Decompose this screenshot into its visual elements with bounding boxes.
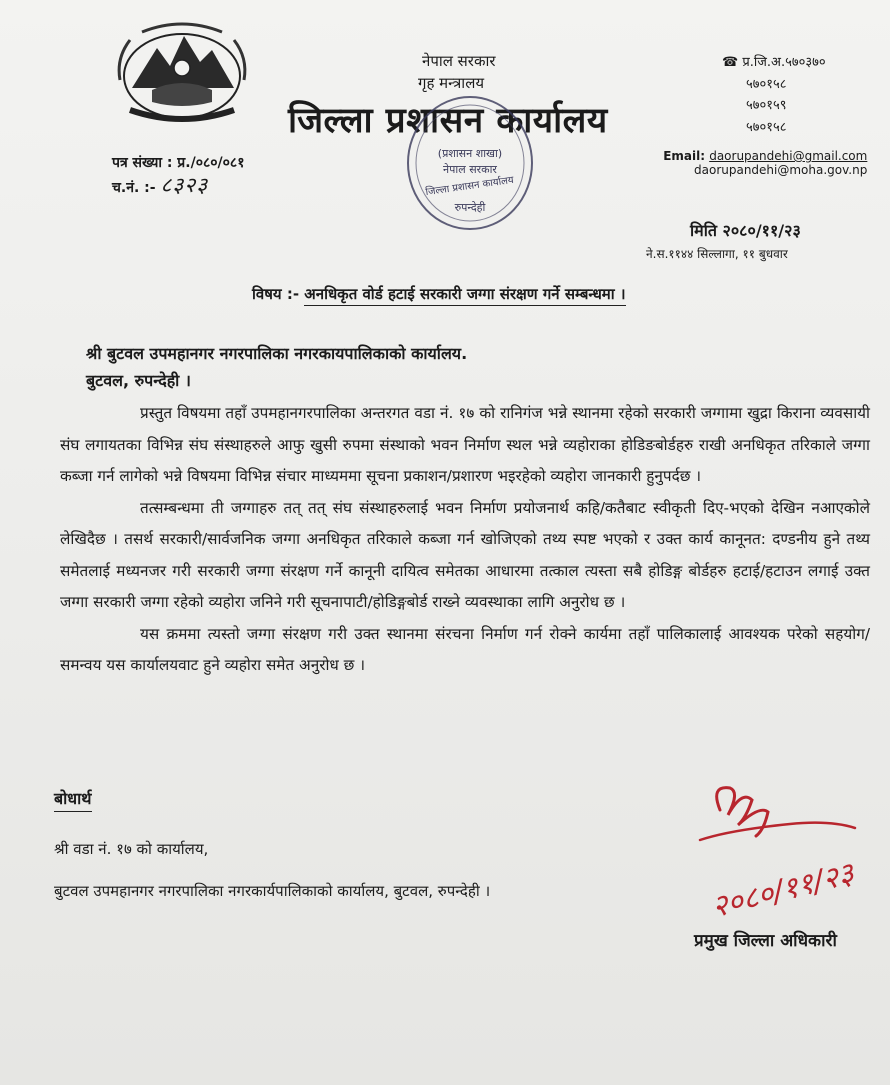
phone-number: ५७०१५८ bbox=[746, 76, 787, 92]
phone-number: ५७०१५९ bbox=[746, 98, 787, 113]
chalani-number: ८३२३ bbox=[160, 173, 209, 197]
subject-line bbox=[252, 284, 626, 304]
letter-body bbox=[60, 398, 870, 682]
stamp-text: नेपाल सरकार bbox=[443, 163, 497, 176]
stamp-text: (प्रशासन शाखा) bbox=[437, 147, 503, 160]
nepal-sambat-date: ने.स.११४४ सिल्लागा, ११ बुधवार bbox=[646, 247, 788, 261]
cc-item: बुटवल उपमहानगर नगरपालिका नगरकार्यपालिकाको कार्यालय, बुटवल, रुपन्देही । bbox=[54, 882, 491, 900]
letter-date: मिति २०८०/११/२३ bbox=[690, 221, 801, 240]
subject-text: अनधिकृत वोर्ड हटाई सरकारी जग्गा संरक्षण गर्ने सम्बन्धमा । bbox=[304, 285, 625, 306]
subject-label: विषय :- bbox=[252, 285, 300, 303]
body-paragraph: तत्सम्बन्धमा ती जग्गाहरु तत् तत् संघ संस्थाहरुलाई भवन निर्माण प्रयोजनार्थ कहि/कतैबाट स्वीकृती दिए-भएको देखिन नआएकोले लेखिदैछ । तसर्थ सरकारी/सार्वजनिक जग्गा अनधिकृत तरिकाले कब्जा गर्न खोजिएको तथ्य स्पष्ट भएको र उक्त कार्य कानूनत: दण्डनीय हुने तथ्य समेतलाई मध्यनजर गरी सरकारी जग्गा संरक्षण गर्ने कानूनी दायित्व समेतका आधारमा तत्काल त्यस्ता सबै होडिङ्ग बोर्डहरु हटाई/हटाउन लगाई उक्त जग्गा सरकारी जग्गा रहेको व्यहोरा जनिने गरी सूचनापाटी/होडिङ्गबोर्ड राख्ने व्यवस्थाका लागि अनुरोध छ । bbox=[60, 498, 870, 611]
signatory-title: प्रमुख जिल्ला अधिकारी bbox=[694, 931, 837, 951]
ministry-name: गृह मन्त्रालय bbox=[418, 74, 485, 92]
phone-number: प्र.जि.अ.५७०३७० bbox=[742, 55, 826, 70]
email-link[interactable]: daorupandehi@gmail.com bbox=[709, 149, 868, 163]
addressee-line: श्री बुटवल उपमहानगर नगरपालिका नगरकायपालिकाको कार्यालय. bbox=[86, 344, 468, 363]
phone-number: ५७०१५८ bbox=[746, 119, 787, 135]
telephone-icon: ☎ bbox=[722, 55, 739, 70]
addressee-line: बुटवल, रुपन्देही । bbox=[86, 371, 191, 390]
email-block bbox=[662, 149, 867, 177]
government-name: नेपाल सरकार bbox=[422, 52, 496, 70]
handwritten-signature bbox=[680, 770, 870, 930]
phone-list bbox=[722, 52, 826, 138]
office-title: जिल्ला प्रशासन कार्यालय bbox=[288, 101, 608, 141]
nepal-emblem-icon bbox=[112, 18, 252, 126]
signature-date: २०८०/११/२३ bbox=[708, 856, 858, 926]
patra-sankhya: पत्र संख्या : प्र./०८०/०८१ bbox=[112, 155, 245, 171]
stamp-text: रुपन्देही bbox=[454, 201, 486, 214]
body-paragraph: प्रस्तुत विषयमा तहाँ उपमहानगरपालिका अन्तरगत वडा नं. १७ को रानिगंज भन्ने स्थानमा रहेको सरकारी जग्गामा खुद्रा किराना व्यवसायी संघ लगायतका विभिन्न संघ संस्थाहरुले आफु खुसी रुपमा संस्थाको भवन निर्माण स्थल भन्ने व्यहोराका होडिङबोर्डहरु राखी अनधिकृत तरिकाले जग्गा कब्जा गर्न लागेको भन्ने विषयमा विभिन्न संचार माध्यममा सूचना प्रकाशन/प्रशारण भइरहेको व्यहोरा जानकारी हुनुपर्दछ । bbox=[60, 404, 870, 485]
chalani-label: च.नं. :- bbox=[112, 180, 156, 196]
email-label: Email: bbox=[663, 149, 706, 163]
cc-list bbox=[54, 828, 490, 912]
stamp-text: जिल्ला प्रशासन कार्यालय bbox=[424, 174, 515, 199]
office-stamp bbox=[400, 85, 540, 235]
body-paragraph: यस क्रममा त्यस्तो जग्गा संरक्षण गरी उक्त स्थानमा संरचना निर्माण गर्न रोक्ने कार्यमा तहाँ पालिकालाई आवश्यक परेको सहयोग/समन्वय यस कार्यालयवाट हुने व्यहोरा समेत अनुरोध छ । bbox=[60, 624, 870, 674]
cc-heading: बोधार्थ bbox=[54, 787, 92, 812]
cc-item: श्री वडा नं. १७ को कार्यालय, bbox=[54, 840, 209, 858]
email-link[interactable]: daorupandehi@moha.gov.np bbox=[694, 163, 868, 177]
addressee-block bbox=[86, 340, 467, 394]
reference-block bbox=[112, 152, 245, 199]
